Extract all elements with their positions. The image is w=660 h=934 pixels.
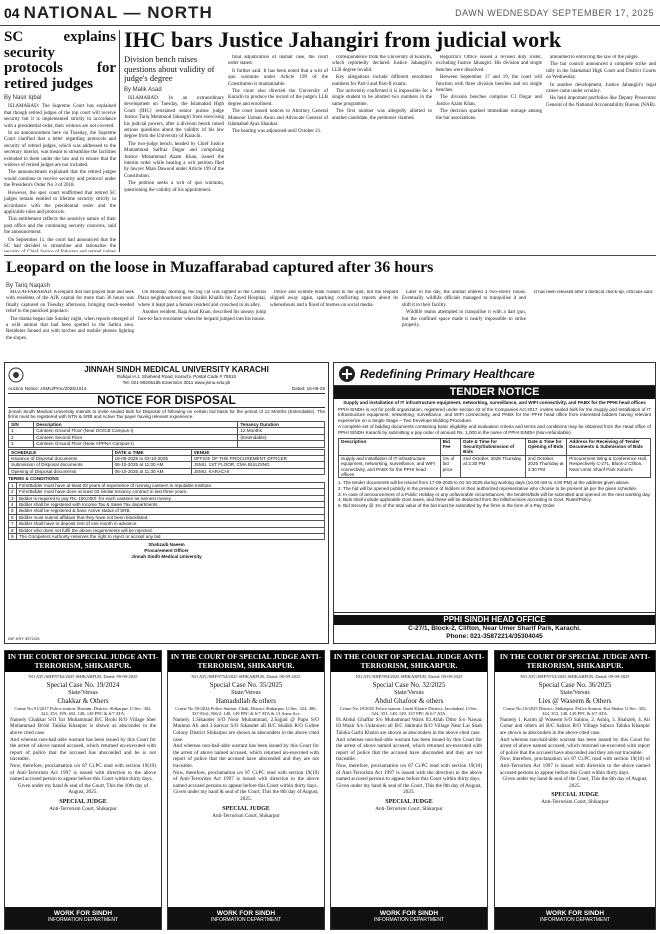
signatory-title: Procurement Officer — [144, 548, 189, 554]
story-paragraph: The bar council announced a complete strike and rally in the Islamabad High Court and District Courts on Wednesday. — [546, 62, 656, 81]
masthead — [0, 0, 660, 26]
given-date: Given under my hand & seal of the Court, This the 8th day of August, 2025. — [173, 789, 319, 802]
case-details: Crime No.59/2024 Police Station: Chak, District Shikarpur. U/Sec. 324, 386, 337-F(ii), 506/2, 148, 149 PPC & 6/7 ATA & 13 Arms Act. — [175, 705, 317, 717]
story-paragraph: Between September 17 and 19, the court will function with three division benches and six single benches. — [436, 75, 542, 94]
table-cell: 3 — [9, 441, 34, 447]
table-row — [9, 441, 325, 447]
table-row — [9, 456, 325, 462]
table-header: Tenancy Duration — [238, 421, 325, 427]
signature-title: SPECIAL JUDGE — [551, 792, 599, 799]
story-paragraph: The university confirmed it is impossible for a single student to be allotted two numbers in the same programme. — [332, 89, 432, 107]
signature-court: Anti-Terrorism Court, Shikarpur — [49, 805, 117, 812]
story-paragraph: The two-judge bench, headed by Chief Justice Muhammad Sarfraz Dogar and comprising Justice Mohammad Azam Khan, issued the interim order while hearing a writ petition filed by lawyer Mian Dawood under Article 199 of the Constitution. — [124, 141, 224, 179]
story-paragraph: The court also directed the University of Karachi to produce the record of the judge's LLB degree and enrolment. — [228, 89, 328, 107]
tender-point: 1. The tender documents will be issued from 17-09-2025 to 01-10-2025 during working days (10.00 AM to 4.00 PM) at the address given above. — [338, 480, 630, 486]
table-cell: 2 — [9, 434, 34, 440]
subhead-ihc: Division bench raises questions about validity of judge's degree — [124, 55, 215, 83]
table-header: Date & Time for Security/Submission of Bids — [461, 438, 526, 455]
story-sc-security — [4, 30, 116, 252]
terms-table — [8, 482, 325, 541]
case-details: Crime No.10/2025 District: Shikarpur. Police Station: Kot Shahu. U/Sec. 302, 324, 353, 148, 149 PPC & 6/7 ATA. — [503, 705, 647, 717]
section-rule — [4, 255, 656, 256]
ad-jsmu-disposal — [4, 362, 329, 644]
signature-court: Anti-Terrorism Court, Shikarpur — [541, 799, 609, 806]
byline-sc: By Nasir Iqbal — [4, 95, 42, 101]
table-cell: Bidder shall be registered & have Active status of SRB. — [17, 508, 325, 514]
court-notice-2 — [167, 650, 325, 930]
table-cell: 1% of bid price — [440, 455, 461, 478]
footer-dept: INFORMATION DEPARTMENT — [374, 917, 444, 923]
ad-pphi-tender — [333, 362, 656, 644]
versus: State/Versus — [231, 689, 261, 696]
table-cell: 1 — [9, 428, 34, 434]
story-paragraph: final adjudication of instant case, the court order stated. — [228, 55, 328, 67]
info-dept-footer — [168, 907, 324, 929]
table-header: VENUE — [191, 449, 324, 455]
table-cell: 12 Months — [238, 428, 325, 434]
notice-paragraph: Namely 1.Sikander S/O Noor Muhammad, 2.Sajjad @ Papo S/O Mumtaz Ali and 3.Sarwar S/O Sikander all B/C Shaikh R/O Gidree Colony District Shikarpur are shown as absconders in the above cited case. — [173, 716, 319, 743]
table-cell: Bidder shall have to deposit rent of one month in advance. — [17, 521, 325, 527]
court-ref: NO.ATC/SHP/9754/2025 SHIKARPUR, Dated: 09-09-2025 — [191, 674, 301, 679]
case-number: Special Case No. 35/2025 — [209, 680, 283, 689]
case-number: Special Case No. 19/2024 — [46, 680, 120, 689]
footer-slogan: WORK FOR SINDH — [53, 910, 113, 917]
pphi-footer-org: PPHI SINDH HEAD OFFICE — [334, 615, 655, 625]
tender-table — [338, 438, 651, 479]
table-cell: 06-10-2025 at 11:30 AM — [112, 468, 191, 474]
story-paragraph: He held important portfolios like Deputy Prosecutor General of the National Accountability Bureau (NAB). — [546, 96, 656, 108]
tender-point: 2. The bid will be opened publicly in the presence of bidders or their authorized representative who choose to be present as per the given schedule. — [338, 486, 638, 491]
story-paragraph: amounted to enforcing the law of the jungle. — [550, 55, 639, 60]
signature-title: SPECIAL JUDGE — [385, 798, 433, 805]
story-paragraph: ISLAMABAD: The Supreme Court has explained that though retired judges of the top court will receive security but it is implemented strictly in accordance with a presidential order, their widows are not covered. — [4, 104, 116, 129]
signature-title: SPECIAL JUDGE — [59, 798, 107, 805]
table-cell: Canteen Second Floor — [34, 434, 238, 440]
court-notice-4 — [494, 650, 656, 930]
notice-paragraph: Namely Chakkar S/O Yar Muhammad B/C Brohi R/O Village Sher Muhammad Brohi Taluka Khanpur is shown as absconder in the above cited case. — [10, 716, 156, 736]
table-row: 5 Bidder shall be registered & have Active status of SRB. — [9, 508, 325, 514]
table-cell: Issuance of Disposal documents — [9, 456, 113, 462]
table-header: Date & Time for Opening of Bids — [525, 438, 566, 455]
table-cell: 06-10-2025 at 11:00 AM — [112, 462, 191, 468]
table-cell: Bidder shall be registered with Income Tax & Sales Tax departments. — [17, 502, 325, 508]
headline-leopard: Leopard on the loose in Muzaffarabad captured after 36 hours — [6, 259, 434, 276]
given-date: Given under my hand & seal of the Court, This the 8th day of August, 2025. — [336, 782, 482, 796]
footer-dept: INFORMATION DEPARTMENT — [540, 917, 610, 923]
court-ref: NO.ATC/SHP/9762/2025 SHIKARPUR, Dated: 09-09-2025 — [28, 674, 138, 679]
story-paragraph: On Monday morning, the big cat was sighted in the Central Plaza neighbourhood near Shaikh Khalifa bin Zayed Hospital, where it leapt past a female resident and crouched in an alley. — [138, 290, 266, 308]
story-paragraph: The division benches comprise CJ Dogar and Justice Azam Khan. — [436, 95, 542, 107]
story-paragraph: correspondence from the University of Karachi, which reportedly declared Justice Jahangiri's LLB degree invalid. — [332, 55, 432, 73]
schedule-table — [8, 449, 325, 476]
story-paragraph: Registrar's Office issued a revised duty roster, excluding Justice Jahangiri. His division and single benches were dissolved. — [436, 55, 542, 73]
court-notice-3 — [330, 650, 488, 930]
dateline: DAWN WEDNESDAY SEPTEMBER 17, 2025 — [455, 7, 654, 18]
court-notice-1 — [4, 650, 162, 930]
table-row: 6 Bidder must submit affidavit that they have not been blacklisted. — [9, 514, 325, 520]
story-ihc-col-1 — [124, 55, 224, 252]
tender-intro-2: A complete set of bidding documents containing basic eligibility and evaluation criteria and terms and conditions may be obtained from the Head office of PPHI SINDH Karachi by submitting a pay order of amount Rs. 1,000 in the name of PPHI SINDH (Non-refundable). — [338, 424, 651, 435]
notice-paragraph: And whereas non-bail-able warrant has been issued by this Court for the arrest of above named accused, which returned un-executed with report of police that the accused have absconded and they are not traceable. — [173, 743, 319, 769]
given-date: Given under my hand & seal of the Court, This the 10th day of August, 2025. — [17, 782, 149, 796]
table-header: Description — [339, 438, 441, 455]
table-header: SCHEDULE — [9, 449, 113, 455]
versus: State/Versus — [560, 689, 590, 696]
court-header: IN THE COURT OF SPECIAL JUDGE ANTI-TERRORISM, SHIKARPUR. — [495, 651, 655, 672]
story-leopard-col-4 — [402, 290, 526, 356]
given-date: Given under my hand & seal of the Court, This the 8th day of August, 2025. — [502, 776, 648, 789]
table-cell: JSMU, KARACHI — [191, 468, 324, 474]
signature-court: Anti-Terrorism Court, Shikarpur — [375, 805, 443, 812]
tender-notice-title: TENDER NOTICE — [334, 386, 655, 399]
terms-title: TERMS & CONDITIONS — [8, 476, 59, 482]
ad-jsmu-intro: Jinnah Sindh Medical University intends to invite sealed bids for Disposal of following on certain bid basis for the period of 12 Months (Extendable). The firms must be registered with NTN & SRB and Active Tax payer having relevant experience. — [8, 408, 325, 420]
pphi-footer-phone: Phone: 021-35872214/35304045 — [446, 633, 543, 640]
ad-jsmu-notice-date: Dated: 16-09-25 — [291, 386, 325, 392]
story-paragraph: In an announcement here on Tuesday, the Supreme Court clarified that a letter regarding protocols and security of retired judges, which was addressed to the secretary interior, was meant to streamline the facilities extended to them under the law and to ensure that the widows of retired judges are not included. — [4, 131, 116, 169]
table-cell: 18-09-2025 to 03-10-2025 — [112, 456, 191, 462]
footer-slogan: WORK FOR SINDH — [379, 910, 439, 917]
story-paragraph: Later in the day, the animal entered a two-storey house. Eventually wildlife officials managed to tranquilise it and shift it to their facility. — [402, 290, 526, 308]
story-leopard-col-2 — [138, 290, 266, 356]
section-title: NATIONAL — NORTH — [23, 2, 213, 22]
story-paragraph: The hearing was adjourned until October 21. — [232, 129, 322, 135]
signature-title: SPECIAL JUDGE — [222, 805, 270, 812]
notice-paragraph: 01.Abdul Ghaffar S/o Muhammad Waris 02.Allah Ditto S/o Nawaz 03.Wazir S/o Unknown all B/C Jakhrani R/O Village Near Lal Shah Taluka Garhi Khairo are shown as absconders in the above cited case. — [336, 716, 482, 736]
table-row: 3 Bidder is required to pay Rs. 100,000/- for each canteen as earnest money. — [9, 495, 325, 501]
story-paragraph: Wildlife teams attempted to tranquilise it with a dart gun, but the confined space made it nearly impossible to strike properly. — [402, 310, 526, 329]
table-cell: Canteen Ground Floor (Near APPNA Campus-I) — [34, 441, 238, 447]
notice-paragraph: Now, therefore, proclamation u/s 87 Cr.PC read with section 19(10) of Anti-Terrorism Act 1997 is issued with direction to the above named accused persons to appear before this Court within thirty days. — [500, 756, 650, 776]
items-table — [8, 421, 325, 448]
table-row: 1 Firm/Bidder must have at least 03 years of experience of running canteen in reputable Institute. — [9, 482, 325, 488]
table-header: S/N — [9, 421, 34, 427]
notice-paragraph: And whereas non-bail-able warrant has been issued by this Court for the arrest of above named accused, which returned un-executed with report of police that the accused have absconded and they are not traceable. — [336, 736, 482, 763]
story-paragraph: It has been released after a medical check-up, officials said. — [534, 290, 654, 295]
ad-jsmu-notice-title: NOTICE FOR DISPOSAL — [8, 393, 325, 408]
story-paragraph: MUZAFFARABAD: A leopard that had played hide and seek with residents of the AJK capital for more than 36 hours was finally captured on Tuesday afternoon, bringing much-needed relief to the panicked populace. — [6, 290, 134, 315]
info-dept-footer — [331, 907, 487, 929]
case-number: Special Case No. 36/2025 — [538, 680, 612, 689]
table-cell: Bidder is required to pay Rs. 100,000/- for each canteen as earnest money. — [17, 495, 325, 501]
table-cell: (Extendable) — [238, 434, 325, 440]
case-details: Crime No.91/2017 Police station: Rustam, District: Shikarpur. U/Sec. 302, 324, 353, 399, 402, 148, 149 PPC & 6/7 ATA. — [14, 705, 152, 717]
story-paragraph: This entitlement reflects the sensitive nature of their past office and the continuing security concerns, said the announcement. — [4, 217, 116, 236]
court-ref: NO.ATC/SHP/994/2025 SHIKARPUR, Dated: 09-09-2025 — [355, 674, 463, 679]
table-cell: Canteen Ground Floor (Near DO/CB Campus-I) — [34, 428, 238, 434]
story-paragraph: In another development, Justice Jahangiri's legal career came under scrutiny. — [546, 82, 656, 95]
table-cell: 2nd October, 2025 Thursday at 3:30 PM — [525, 455, 566, 478]
court-header: IN THE COURT OF SPECIAL JUDGE ANTI-TERRORISM, SHIKARPUR. — [331, 651, 487, 672]
table-cell: Submission of Disposal documents — [9, 462, 113, 468]
tender-point: 3. In case of announcement of a Public Holiday or any unfavorable circumstances, the tenders/bids will be submitted and opened on the next working day. — [338, 491, 651, 497]
signatory-name: Shahzaib Naeem — [148, 542, 185, 548]
story-paragraph: The decision sparked immediate outrage among the bar associations. — [436, 109, 542, 121]
table-row: 4 Bidder shall be registered with Income Tax & Sales Tax departments. — [9, 502, 325, 508]
tender-point: 4. Bids shall include applicable Govt taxes, and these will be deducted from the bills/invoices according to Govt. Rules/Policy. — [338, 497, 592, 503]
notice-paragraph: Namely 1. Karim @ Waseem S/O Sabino, 2. Ashiq, 3. Shahzeb, 4. Ali Gohar and others all B/C Sabzoi R/O Village Sabzoi Taluka Khanpur are shown as absconders in the above cited case. — [500, 716, 650, 736]
story-paragraph: Key allegations include different enrolment numbers for Part-I and Part-II exams. — [332, 75, 432, 87]
story-leopard-col-5 — [530, 290, 656, 356]
footer-slogan: WORK FOR SINDH — [216, 910, 276, 917]
story-paragraph: ISLAMABAD: In an extraordinary development on Tuesday, the Islamabad High Court (IHC) restrained senior puisne judge Justice Tariq Mehmood Jahangiri from exercising his judicial powers, after a division bench raised serious questions about the validity of his law degree from the University of Karachi. — [124, 95, 224, 140]
story-leopard-col-3 — [270, 290, 398, 356]
page-number: 04 — [4, 4, 20, 21]
pphi-footer-address: C-27/1, Block-2, Clifton, Near Umer Sharif Park, Karachi. — [408, 625, 581, 632]
ad-jsmu-notice-no: Auction Notice: JSMU/Proc/2025/1014 — [8, 386, 87, 392]
footer-slogan: WORK FOR SINDH — [545, 910, 605, 917]
tender-point: 5. Bid Security @ 1% of the total value of the bid must be submitted by the firms in the form of a Pay Order. — [338, 502, 556, 508]
tender-intro: PPHI SINDH is not for profit organization, registered under section 42 of the Companies Act 2017, invites sealed bids for the Supply and Installation of IT Infrastructure equipment, networking, surveillance, and WIFI connectivity, and PABX for the PPHI head office from interested bidders having relevant experience on a Single Stage – Two Envelope Bidding Procedure. — [338, 406, 651, 423]
table-header: Description — [34, 421, 238, 427]
table-cell: The Competent Authority reserves the right to reject or accept any bid. — [17, 534, 325, 540]
table-row: 8 Bidder who does not fulfil the above requirements will be rejected. — [9, 527, 325, 533]
table-cell: Supply and installation of IT infrastructure equipment, networking, surveillance, and WIFI connectivity, and PABX for the PPHI head offices — [339, 455, 441, 478]
table-cell: OFFICE OF THE PROCUREMENT OFFICER — [191, 456, 324, 462]
footer-dept: INFORMATION DEPARTMENT — [48, 917, 118, 923]
court-header: IN THE COURT OF SPECIAL JUDGE ANTI-TERRORISM, SHIKARPUR. — [5, 651, 161, 672]
versus: State/Versus — [68, 689, 98, 696]
story-paragraph: The petition seeks a writ of quo warranto, questioning the validity of his appointment. — [124, 181, 224, 193]
headline-sc: SC explains security protocols for retired judges — [4, 30, 116, 92]
table-cell: Firm/Bidder must have at least 03 years of experience of running canteen in reputable Institute. — [17, 482, 325, 488]
accused-name: Lies @ Waseem & Others — [538, 696, 612, 705]
table-row — [9, 468, 325, 474]
story-ihc-col-4 — [436, 55, 542, 252]
table-cell: Bidder who does not fulfil the above requirements will be rejected. — [17, 527, 325, 533]
story-paragraph: The drama began late Sunday night, when reports emerged of a wild animal that had been spotted in the Sathra area. Residents fanned out with torches and mobile phones lighting the slopes. — [6, 316, 134, 341]
pphi-banner: Redefining Primary Healthcare — [360, 367, 535, 381]
story-paragraph: Another resident, Raja Asad Khan, described his uneasy jump face-to-face encounter when the leopard jumped into his house. — [138, 310, 266, 322]
accused-name: Abdul Ghafoor & others — [374, 696, 444, 705]
table-row: 2 Firm/Bidder must have done at least 03 similar tenancy contract in last three years. — [9, 489, 325, 495]
story-ihc-col-5 — [546, 55, 656, 252]
byline-leopard: By Tariq Naqash — [6, 283, 50, 289]
table-row: 9 The Competent Authority reserves the right to reject or accept any bid. — [9, 534, 325, 540]
table-cell: Opening of Disposal documents — [9, 468, 113, 474]
notice-paragraph: And whereas non-bail-able warrant has been issued by this Court for the arrest of above named accused, which returned un-executed with report of police that the accused has absconded and he is not traceable. — [10, 736, 156, 763]
story-ihc-col-2 — [228, 55, 328, 252]
ad-jsmu-phone: Tel: 021-99205185 Extension 3011 www.jsmu.edu.pk — [122, 379, 231, 385]
byline-ihc: By Malik Asad — [124, 86, 162, 93]
table-header: Address for Receiving of Tender Documents & Submission of Bids — [567, 438, 651, 455]
court-header: IN THE COURT OF SPECIAL JUDGE ANTI-TERRORISM, SHIKARPUR. — [168, 651, 324, 672]
table-cell: JSMU, 1ST FLOOR, CMA BUILDING — [191, 462, 324, 468]
notice-paragraph: Now, therefore, proclamation u/s 87 Cr.PC read with section 19(10) of Anti-Terrorism Act 1997 is issued with the direction to the above named accused persons to appear before this Court within thirty days. — [336, 762, 482, 783]
table-header: Bid Fee — [440, 438, 461, 455]
notice-paragraph: Now, therefore, proclamation u/s 87 Cr.PC read with section 19(10) of Anti-Terrorism Act 1997 is issued with direction to the above named accused persons to appear before this Court within thirty days. — [173, 769, 319, 789]
table-row: 7 Bidder shall have to deposit rent of one month in advance. — [9, 521, 325, 527]
signatory-org: Jinnah Sindh Medical University — [131, 553, 202, 559]
accused-name: Chakkar & Others — [57, 696, 109, 705]
case-details: Crime No.18/2025 Police station: Garhi Khairo District: Jacobabad. U/Sec. 324, 353, 148, 149, 337 PPC & 6/7 ATA. — [339, 705, 479, 717]
ad-jsmu-title: JINNAH SINDH MEDICAL UNIVERSITY KARACHI — [84, 365, 269, 374]
signature-court: Anti-Terrorism Court, Shikarpur — [212, 812, 280, 819]
table-cell: 2nd October, 2025 Thursday at 2:30 PM — [461, 455, 526, 478]
story-paragraph: The court issued notices to Attorney General Mansoor Usman Awan and Advocate General of Islamabad Ayaz Shaukat. — [228, 109, 328, 128]
story-paragraph: On September 11, the court had announced that the SC had decided to streamline and rationalise the — [4, 237, 116, 249]
pphi-logo-icon — [338, 365, 356, 383]
table-cell: Bidder must submit affidavit that they have not been blacklisted. — [17, 514, 325, 520]
versus: State/Versus — [394, 689, 424, 696]
story-paragraph: However, the spec court reaffirmed that retired SC judges remain entitled to lifetime security strictly in accordance with the presidential order and the applicable rules and protocols. — [4, 190, 116, 215]
accused-name: Hamadullah & others — [215, 696, 277, 705]
notice-paragraph: And whereas non-bail-able warrant has been issued by this Court for arrest of above named accused, which returned un-executed with report of police that the accused have absconded and they are not traceable. — [500, 736, 650, 756]
story-ihc-col-3 — [332, 55, 432, 252]
table-row — [339, 455, 651, 478]
table-cell — [238, 441, 325, 447]
table-header: DATE & TIME — [112, 449, 191, 455]
footer-dept: INFORMATION DEPARTMENT — [211, 917, 281, 923]
table-cell: Procurement Wing & Conference Hall, Respectively C-271, Block-2 Clifton, Near Umer Sharif Park Karachi — [567, 455, 651, 478]
notice-paragraph: Now, therefore, proclamation u/s 87 Cr.PC read with section 19(10) of Anti-Terrorism Act 1997 is issued with direction to the above named accused person to appear before this Court within thirty days. — [10, 762, 156, 783]
case-number: Special Case No. 32/2025 — [372, 680, 446, 689]
table-cell: Firm/Bidder must have done at least 03 similar tenancy contract in last three years. — [17, 489, 325, 495]
headline-ihc: IHC bars Justice Jahangiri from judicial work — [124, 28, 562, 52]
inf-number: INF-KRY 3972/25 — [8, 636, 40, 642]
info-dept-footer — [495, 907, 655, 929]
story-paragraph: It further said: It has been noted that a writ of quo warranto under Article 199 of the Constitution is maintainable. — [228, 68, 328, 87]
court-ref: NO.ATC/SHP/9753/2025 SHIKARPUR, Dated: 09-09-2025 — [520, 674, 630, 679]
column-rule — [119, 30, 120, 252]
ad-jsmu-address: Rafiqui H.J. Shaheed Road, Karachi. Postal Code # 75510 — [116, 374, 237, 379]
story-paragraph: Police and wildlife team rushed to the spot, but the leopard slipped away again, sparking conflicting reports about its whereabouts and a flood of memes on social media. — [270, 290, 398, 308]
university-logo-icon — [8, 367, 24, 383]
story-paragraph: The first number was allegedly allotted to another candidate, the petitioner claimed. — [332, 109, 432, 121]
story-leopard-col-1 — [6, 290, 134, 356]
story-paragraph: The announcement explained that the retired judges would continue to receive security and protocol under the President's Order No 3 of 2018. — [4, 170, 116, 189]
info-dept-footer — [5, 907, 161, 929]
tender-subtitle: Supply and installation of IT infrastructure equipment, networking, surveillance, and WIFI connectivity, and PABX for the PPHI head offices — [343, 400, 646, 405]
